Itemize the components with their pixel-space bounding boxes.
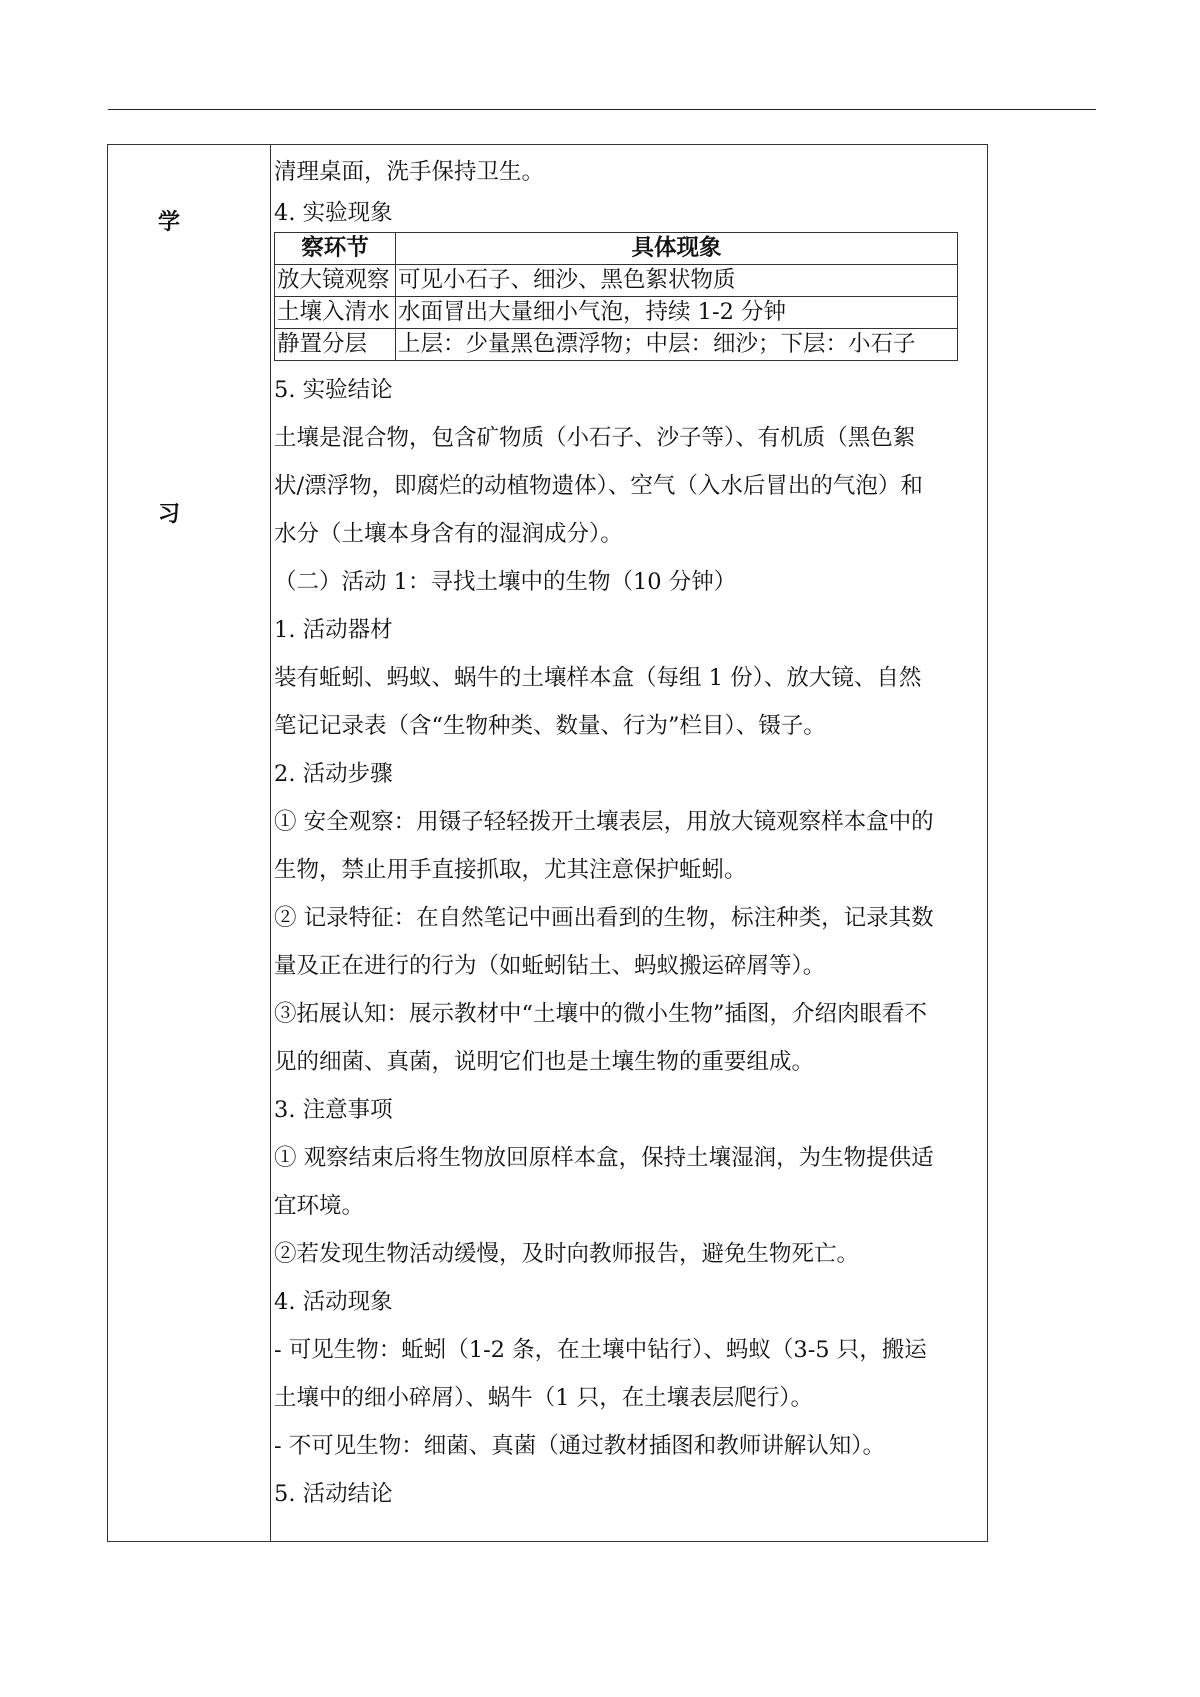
text-line: ① 观察结束后将生物放回原样本盒，保持土壤湿润，为生物提供适 (274, 1145, 934, 1171)
activity-heading: （二）活动 1：寻找土壤中的生物（10 分钟） (274, 569, 737, 595)
column-divider (270, 144, 271, 1542)
section-heading: 4. 实验现象 (274, 200, 393, 226)
header-rule (108, 109, 1096, 110)
section-heading: 1. 活动器材 (274, 617, 393, 643)
side-label-xue: 学 (158, 209, 181, 235)
table-row (275, 329, 958, 361)
text-line: 笔记记录表（含“生物种类、数量、行为”栏目）、镊子。 (274, 713, 826, 739)
table-header: 察环节 (275, 233, 396, 265)
table-cell: 放大镜观察 (275, 265, 396, 297)
text-line: ③拓展认知：展示教材中“土壤中的微小生物”插图，介绍肉眼看不 (274, 1001, 928, 1027)
text-line: 量及正在进行的行为（如蚯蚓钻土、蚂蚁搬运碎屑等）。 (274, 953, 826, 979)
text-line: - 不可见生物：细菌、真菌（通过教材插图和教师讲解认知）。 (274, 1433, 886, 1459)
table-cell: 静置分层 (275, 329, 396, 361)
table-row (275, 297, 958, 329)
text-line: ② 记录特征：在自然笔记中画出看到的生物，标注种类，记录其数 (274, 905, 934, 931)
side-label-xi: 习 (158, 501, 181, 527)
text-line: 装有蚯蚓、蚂蚁、蜗牛的土壤样本盒（每组 1 份）、放大镜、自然 (274, 665, 922, 691)
text-line: 土壤中的细小碎屑）、蜗牛（1 只，在土壤表层爬行）。 (274, 1385, 813, 1411)
table-header: 具体现象 (396, 233, 958, 265)
phenomena-table-wrap (274, 232, 984, 366)
section-heading: 3. 注意事项 (274, 1097, 393, 1123)
content-cell (274, 148, 984, 1518)
section-heading: 4. 活动现象 (274, 1289, 393, 1315)
table-cell: 上层：少量黑色漂浮物；中层：细沙；下层：小石子 (396, 329, 958, 361)
text-line: 生物，禁止用手直接抓取，尤其注意保护蚯蚓。 (274, 857, 747, 883)
section-heading: 5. 实验结论 (274, 377, 393, 403)
section-heading: 2. 活动步骤 (274, 761, 393, 787)
table-header-row (275, 233, 958, 265)
text-line: 水分（土壤本身含有的湿润成分）。 (274, 521, 623, 547)
text-body (274, 366, 984, 1518)
text-line: - 可见生物：蚯蚓（1-2 条，在土壤中钻行）、蚂蚁（3-5 只，搬运 (274, 1337, 927, 1363)
text-line: 状/漂浮物，即腐烂的动植物遗体）、空气（入水后冒出的气泡）和 (274, 473, 923, 499)
text-line: 宜环境。 (274, 1193, 365, 1219)
table-cell: 土壤入清水 (275, 297, 396, 329)
text-line: 清理桌面，洗手保持卫生。 (274, 159, 545, 185)
section-heading: 5. 活动结论 (274, 1481, 393, 1507)
table-cell: 可见小石子、细沙、黑色絮状物质 (396, 265, 958, 297)
text-line: ① 安全观察：用镊子轻轻拨开土壤表层，用放大镜观察样本盒中的 (274, 809, 934, 835)
text-line: 土壤是混合物，包含矿物质（小石子、沙子等）、有机质（黑色絮 (274, 425, 916, 451)
phenomena-table (274, 232, 958, 361)
text-line: ②若发现生物活动缓慢，及时向教师报告，避免生物死亡。 (274, 1241, 860, 1267)
text-line: 见的细菌、真菌，说明它们也是土壤生物的重要组成。 (274, 1049, 815, 1075)
table-row (275, 265, 958, 297)
table-cell: 水面冒出大量细小气泡，持续 1-2 分钟 (396, 297, 958, 329)
